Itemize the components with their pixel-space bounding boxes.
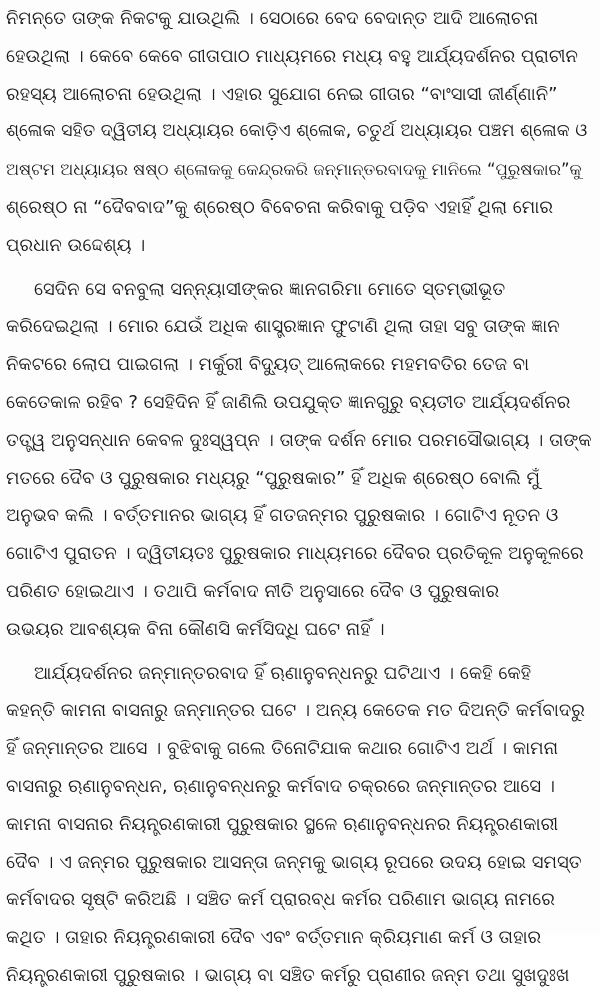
text-line: ତତ୍ତ୍ୱ ଅନୁସନ୍ଧାନ କେବଳ ଦୁଃସ୍ୱପ୍ନ । ତାଙ୍କ ଦର୍ଶନ ମୋର ପରମସୌଭାଗ୍ୟ । ତାଙ୍କ [6, 429, 592, 451]
text-line: କଥିତ । ତାହାର ନିୟନ୍ତ୍ରଣକାରୀ ଦୈବ ଏବଂ ବର୍ତ୍ତମାନ କ୍ରିୟମାଣ କର୍ମ ଓ ତାହାର [6, 927, 542, 949]
text-line: ନିୟନ୍ତ୍ରଣକାରୀ ପୁରୁଷକାର । ଭାଗ୍ୟ ବା ସଞ୍ଚିତ କର୍ମରୁ ପ୍ରାଣୀର ଜନ୍ମ ତଥା ସୁଖଦୁଃଖ [6, 964, 570, 986]
text-line: ନିମନ୍ତେ ତାଙ୍କ ନିକଟକୁ ଯାଉଥିଲି । ସେଠାରେ ବେଦ ବେଦାନ୍ତ ଆଦି ଆଲୋଚନା [6, 8, 539, 29]
text-line: ଅନୁଭବ କଲି । ବର୍ତ୍ତମାନର ଭାଗ୍ୟ ହିଁ ଗତଜନ୍ମର ପୁରୁଷକାର । ଗୋଟିଏ ନୂତନ ଓ [6, 505, 559, 527]
text-line: ଗୋଟିଏ ପୁରାତନ । ଦ୍ୱିତୀୟତଃ ପୁରୁଷକାର ମାଧ୍ୟମରେ ଦୈବର ପ୍ରତିକୂଳ ଅନୁକୂଳରେ [6, 543, 584, 565]
text-line: ଅଷ୍ଟମ ଅଧ୍ୟାୟର ଷଷ୍ଠ ଶ୍ଳୋକକୁ କେନ୍ଦ୍ରକରି ଜନ୍ମାନ୍ତରବାଦକୁ ମାନିଲେ “ପୁରୁଷକାର”କୁ [6, 160, 582, 180]
text-line: ଶ୍ରେଷ୍ଠ ନା “ଦୈବବାଦ”କୁ ଶ୍ରେଷ୍ଠ ବିବେଚନା କରିବାକୁ ପଡ଼ିବ ଏହାହିଁ ଥିଲା ମୋର [6, 196, 554, 218]
text-line: କହନ୍ତି କାମନା ବାସନାରୁ ଜନ୍ମାନ୍ତର ଘଟେ । ଅନ୍ୟ କେତେକ ମତ ଦିଅନ୍ତି କର୍ମବାଦରୁ [6, 700, 585, 722]
text-line: ପରିଣତ ହୋଇଥାଏ । ତଥାପି କର୍ମବାଦ ନୀତି ଅନୁସାରେ ଦୈବ ଓ ପୁରୁଷକାର [6, 580, 500, 602]
text-line: ରହସ୍ୟ ଆଲୋଚନା ହେଉଥିଲା । ଏହାର ସୁଯୋଗ ନେଇ ଗୀତାର “ବାଂସାସୀ ଜୀର୍ଣ୍ଣାନି” [6, 83, 558, 105]
text-line: ମତରେ ଦୈବ ଓ ପୁରୁଷକାର ମଧ୍ୟରୁ “ପୁରୁଷକାର” ହିଁ ଅଧିକ ଶ୍ରେଷ୍ଠ ବୋଲି ମୁଁ [6, 467, 540, 489]
text-line: ଉଭୟର ଆବଶ୍ୟକ ବିନା କୌଣସି କର୍ମସିଦ୍ଧି ଘଟେ ନାହିଁ । [6, 618, 385, 640]
text-line: କର୍ମବାଦର ସୃଷ୍ଟି କରିଅଛି । ସଞ୍ଚିତ କର୍ମ ପ୍ରାରବ୍ଧ କର୍ମର ପରିଣାମ ଭାଗ୍ୟ ନାମରେ [6, 889, 555, 911]
text-line: ନିକଟରେ ଲୋପ ପାଇଗଲା । ମର୍କୁରୀ ବିଦ୍ୟୁତ୍ ଆଲୋକରେ ମହମବତିର ତେଜ ବା [6, 354, 530, 376]
text-line: କରିଦେଇଥିଲା । ମୋର ଯେଉଁ ଅଧିକ ଶାସ୍ତ୍ରଜ୍ଞାନ ଫୁଟାଣି ଥିଲା ତାହା ସବୁ ତାଙ୍କ ଜ୍ଞାନ [6, 316, 560, 338]
paragraph-1 [6, 0, 592, 265]
text-line: ଦୈବ । ଏ ଜନ୍ମର ପୁରୁଷକାର ଆସନ୍ତା ଜନ୍ମକୁ ଭାଗ୍ୟ ରୂପରେ ଉଦୟ ହୋଇ ସମସ୍ତ [6, 851, 582, 873]
text-line: ବାସନାରୁ ଋଣାନୁବନ୍ଧନ, ଋଣାନୁବନ୍ଧନରୁ କର୍ମବାଦ ଚକ୍ରରେ ଜନ୍ମାନ୍ତର ଆସେ । [6, 775, 555, 797]
text-line: କେତେକାଳ ରହିବ ? ସେହିଦିନ ହିଁ ଜାଣିଲି ଉପଯୁକ୍ତ ଜ୍ଞାନଗୁରୁ ବ୍ୟତୀତ ଆର୍ଯ୍ୟଦର୍ଶନର [6, 391, 571, 413]
text-line: ପ୍ରଧାନ ଉଦ୍ଦେଶ୍ୟ । [6, 234, 146, 256]
text-line: ହିଁ ଜନ୍ମାନ୍ତର ଆସେ । ବୁଝିବାକୁ ଗଲେ ତିନୋଟିଯାକ କଥାର ଗୋଟିଏ ଅର୍ଥ । କାମନା [6, 738, 559, 760]
text-line: କାମନା ବାସନାର ନିୟନ୍ତ୍ରଣକାରୀ ପୁରୁଷକାର ସ୍ଥଳେ ଋଣାନୁବନ୍ଧନର ନିୟନ୍ତ୍ରଣକାରୀ [6, 813, 559, 835]
text-line: ହେଉଥିଲା । କେବେ କେବେ ଗୀତାପାଠ ମାଧ୍ୟମରେ ମଧ୍ୟ ବହୁ ଆର୍ଯ୍ୟଦର୍ଶନର ପ୍ରାଚୀନ [6, 45, 578, 67]
text-line: ସେଦିନ ସେ ବନବୁଲା ସନ୍ନ୍ୟାସୀଙ୍କର ଜ୍ଞାନଗରିମା ମୋତେ ସ୍ତମ୍ଭୀଭୂତ [34, 278, 506, 300]
text-line: ଶ୍ଳୋକ ସହିତ ଦ୍ୱିତୀୟ ଅଧ୍ୟାୟର କୋଡ଼ିଏ ଶ୍ଳୋକ, ଚତୁର୍ଥ ଅଧ୍ୟାୟର ପଞ୍ଚମ ଶ୍ଳୋକ ଓ [6, 121, 588, 142]
paragraph-3 [6, 655, 592, 995]
paragraph-2 [6, 271, 592, 649]
text-line: ଆର୍ଯ୍ୟଦର୍ଶନର ଜନ୍ମାନ୍ତରବାଦ ହିଁ ଋଣାନୁବନ୍ଧନରୁ ଘଟିଥାଏ । କେହି କେହି [34, 662, 532, 684]
